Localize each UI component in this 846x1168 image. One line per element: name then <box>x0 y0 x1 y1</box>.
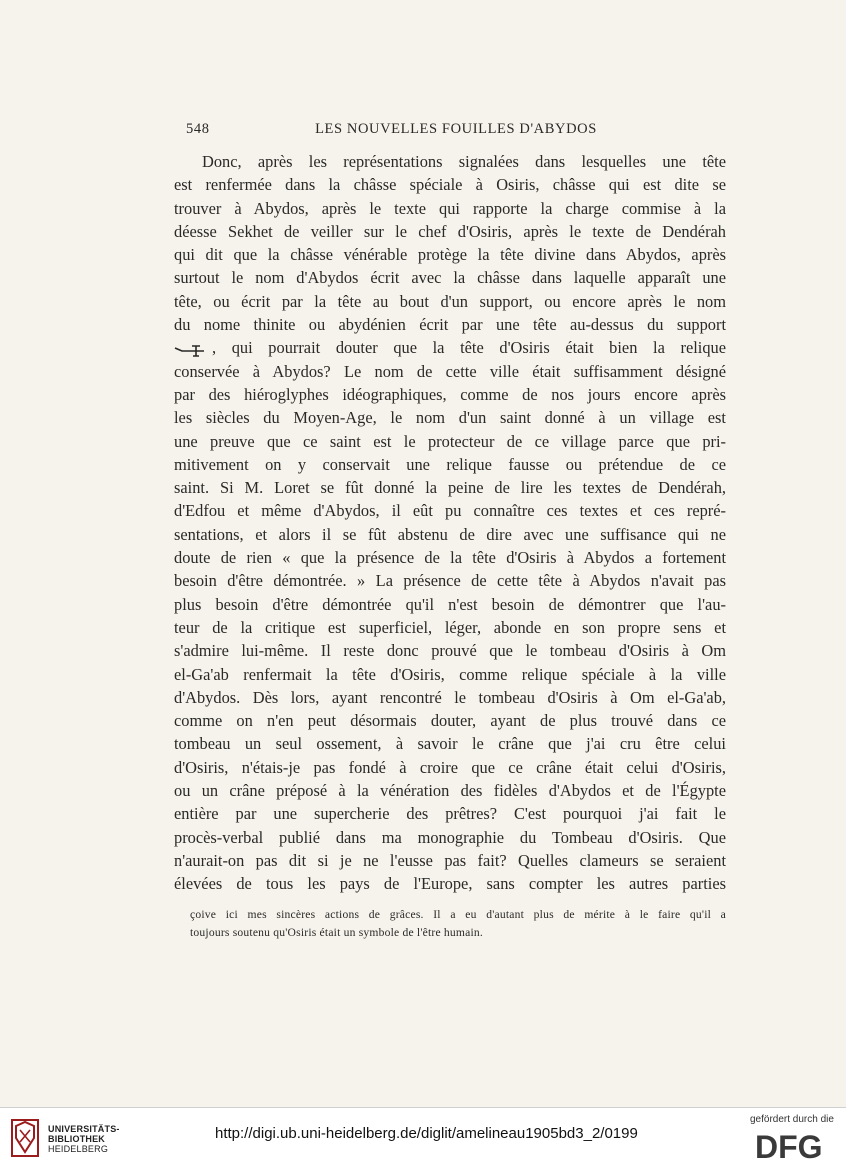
text-line: procès-verbal publié dans ma monographie du Tombeau d'Osiris. Que <box>174 827 726 847</box>
text-line: plus besoin d'être démontrée qu'il n'est besoin de démontrer que l'au- <box>174 594 726 614</box>
text-line: élevées de tous les pays de l'Europe, sans compter les autres parties <box>174 874 726 894</box>
text-line: doute de rien « que la présence de la tête d'Osiris à Abydos a fortement <box>174 548 726 568</box>
footnote-line: çoive ici mes sincères actions de grâces. Il a eu d'autant plus de mérite à le faire qu'il a <box>190 908 726 921</box>
text-line: el-Ga'ab renfermait la tête d'Osiris, comme relique spéciale à la ville <box>174 664 726 684</box>
body-text <box>174 150 726 896</box>
viewer-footer <box>0 1107 846 1168</box>
text-line: ou un crâne préposé à la vénération des fidèles d'Abydos et de l'Égypte <box>174 781 726 801</box>
text-line: tête, ou écrit par la tête au bout d'un support, ou encore après le nom <box>174 291 726 311</box>
text-line: mitivement on y conservait une relique fausse ou prétendue de ce <box>174 454 726 474</box>
funding-label: gefördert durch die <box>750 1114 834 1125</box>
text-line: comme on n'en peut désormais douter, ayant de plus trouvé dans ce <box>174 711 726 731</box>
library-name-line: BIBLIOTHEK <box>48 1134 105 1144</box>
text-line: une preuve que ce saint est le protecteur de ce village parce que pri- <box>174 431 726 451</box>
text-line: sentations, et alors il se fût abstenu de dire avec une suffisance qui ne <box>174 524 726 544</box>
text-line: Donc, après les représentations signalées dans lesquelles une tête <box>202 152 726 171</box>
text-line: surtout le nom d'Abydos écrit avec la châsse dans laquelle apparaît une <box>174 268 726 288</box>
text-line: d'Osiris, n'étais-je pas fondé à croire que ce crâne était celui d'Osiris, <box>174 757 726 777</box>
library-name-line: UNIVERSITÄTS- <box>48 1124 120 1134</box>
text-line: s'admire lui-même. Il reste donc prouvé que le tombeau d'Osiris à Om <box>174 641 726 661</box>
text-line-rest: , qui pourrait douter que la tête d'Osiris était bien la relique <box>212 338 726 358</box>
text-line: d'Abydos. Dès lors, ayant rencontré le tombeau d'Osiris à Om el-Ga'ab, <box>174 687 726 707</box>
text-line: trouver à Abydos, après le texte qui rapporte la charge commise à la <box>174 198 726 218</box>
permalink-url[interactable]: http://digi.ub.uni-heidelberg.de/diglit/amelineau1905bd3_2/0199 <box>215 1125 638 1142</box>
hieroglyph-head-on-support-icon <box>174 343 212 357</box>
text-line: conservée à Abydos? Le nom de cette ville était suffisamment désigné <box>174 361 726 381</box>
library-name <box>48 1124 120 1154</box>
text-line: qui dit que la châsse vénérable protège la tête divine dans Abydos, après <box>174 245 726 265</box>
university-seal-icon <box>10 1118 40 1158</box>
text-line: du nome thinite ou abydénien écrit par une tête au-dessus du support <box>174 315 726 335</box>
text-line: déesse Sekhet de veiller sur le chef d'Osiris, après le texte de Dendérah <box>174 221 726 241</box>
library-name-line: HEIDELBERG <box>48 1144 109 1154</box>
footnote-line: toujours soutenu qu'Osiris était un symbole de l'être humain. <box>190 926 483 939</box>
footnote <box>190 906 726 942</box>
text-line: les siècles du Moyen-Age, le nom d'un saint donné à un village est <box>174 408 726 428</box>
text-line: teur de la critique est superficiel, léger, abonde en son propre sens et <box>174 617 726 637</box>
text-line: est renfermée dans la châsse spéciale à Osiris, châsse qui est dite se <box>174 175 726 195</box>
text-line: saint. Si M. Loret se fût donné la peine de lire les textes de Dendérah, <box>174 478 726 498</box>
running-head <box>186 121 726 141</box>
text-line: d'Edfou et même d'Abydos, il eût pu connaître ces textes et ces repré- <box>174 501 726 521</box>
text-line: entière par une supercherie des prêtres? C'est pourquoi j'ai fait le <box>174 804 726 824</box>
text-line: besoin d'être démontrée. » La présence de cette tête à Abydos n'avait pas <box>174 571 726 591</box>
page-number: 548 <box>186 121 210 137</box>
running-title: LES NOUVELLES FOUILLES D'ABYDOS <box>315 121 597 137</box>
text-line: n'aurait-on pas dit si je ne l'eusse pas fait? Quelles clameurs se seraient <box>174 850 726 870</box>
text-line-with-hieroglyph <box>174 336 726 359</box>
dfg-logo-text: DFG <box>755 1130 823 1162</box>
text-line: tombeau un seul ossement, à savoir le crâne que j'ai cru être celui <box>174 734 726 754</box>
dfg-logo-icon <box>755 1130 835 1162</box>
text-line: par des hiéroglyphes idéographiques, comme de nos jours encore après <box>174 384 726 404</box>
